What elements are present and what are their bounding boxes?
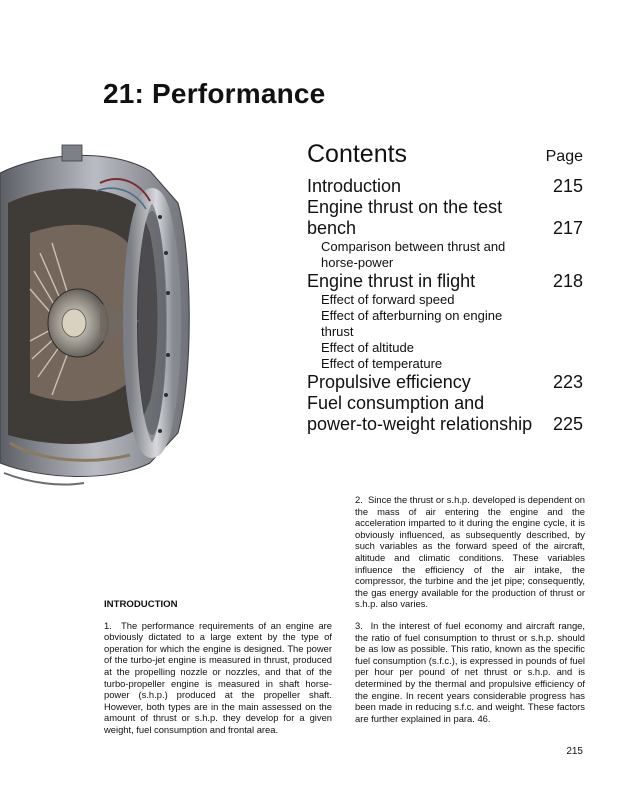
toc-entry-page: 223 [552,372,583,392]
paragraph-2: 2. Since the thrust or s.h.p. developed is dependent on the mass of air entering the engine and the acceleration imparted to it during the engine cycle, it is obviously influenced, as subsequently described, by such variables as the forward speed of the aircraft, altitude and climatic conditions. These variables influence the efficiency of the air intake, the compressor, the turbine and the jet pipe; consequently, the gas energy available for the production of thrust or s.h.p. also varies. [355,494,585,610]
toc-entry [307,271,583,292]
page-number: 215 [566,746,583,757]
toc-entry-title: Engine thrust on the test bench [307,197,503,238]
page-column-label: Page [545,148,583,165]
toc-entry-page: 218 [552,271,583,291]
toc-entry-page: 225 [552,414,583,434]
introduction-section [104,599,332,736]
toc-subentry: Effect of forward speed [321,292,455,307]
toc-entry-page: 217 [552,218,583,238]
toc-entry [307,393,583,435]
toc-entry [307,372,583,393]
toc-entry [307,197,583,239]
engine-cutaway-illustration [0,143,196,489]
toc-subentry: Effect of afterburning on engine thrust [321,308,503,339]
paragraph-1: 1. The performance requirements of an engine are obviously dictated to a large extent by the type of operation for which the engine is designed. The power of the turbo-jet engine is measured in thrust, produced at the propelling nozzle or nozzles, and that of the turbo-propeller engine is measured in shaft horse-power (s.h.p.) produced at the propeller shaft. However, both types are in the main assessed on the amount of thrust or s.h.p. they develop for a given weight, fuel consumption and frontal area. [104,619,332,735]
contents-header [307,140,583,176]
toc-entry-page: 215 [552,176,583,196]
toc-entry-title: Engine thrust in flight [307,271,476,291]
toc-subentry: Effect of altitude [321,340,414,355]
contents-heading: Contents [307,140,408,168]
toc-subentry: Effect of temperature [321,356,443,371]
chapter-title: 21: Performance [103,78,326,109]
toc-entry-title: Fuel consumption and power-to-weight relationship [307,393,533,434]
section-heading: INTRODUCTION [104,599,178,610]
paragraph-3: 3. In the interest of fuel economy and aircraft range, the ratio of fuel consumption to thrust or s.h.p. should be as low as possible. This ratio, known as the specific fuel consumption (s.f.c.), is expressed in pounds of fuel per hour per pound of net thrust or s.h.p. and is determined by the thermal and propulsive efficiency of the engine. In recent years considerable progress has been made in reducing s.f.c. and weight. These factors are further explained in para. 46. [355,620,585,724]
toc-entry-title: Introduction [307,176,402,196]
contents-block [307,140,583,435]
toc-entry [307,176,583,197]
toc-entry-title: Propulsive efficiency [307,372,471,392]
toc-subentry: Comparison between thrust and horse-power [321,239,506,270]
